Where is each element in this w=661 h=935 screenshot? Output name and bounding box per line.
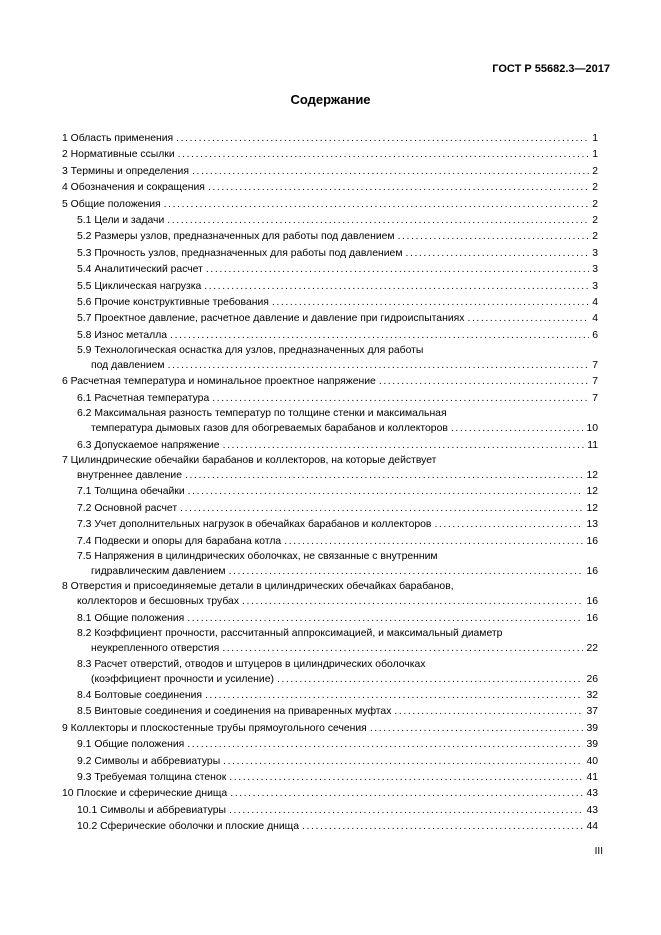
dot-leader xyxy=(167,213,589,229)
toc-entry-page: 40 xyxy=(586,755,598,767)
toc-entry-row xyxy=(62,295,598,311)
dot-leader xyxy=(394,704,583,720)
toc-entry-row xyxy=(62,358,598,374)
toc-entry-page: 43 xyxy=(586,804,598,816)
toc-entry-page: 7 xyxy=(592,392,598,404)
dot-leader xyxy=(187,737,583,753)
toc-entry-row xyxy=(62,819,598,835)
toc-entry[interactable] xyxy=(62,501,598,517)
toc-entry-page: 4 xyxy=(592,313,598,325)
dot-leader xyxy=(222,641,583,657)
toc-entry-label: гидравлическим давлением xyxy=(91,565,226,577)
dot-leader xyxy=(230,786,583,802)
dot-leader xyxy=(451,421,584,437)
toc-entry-row xyxy=(62,131,598,147)
dot-leader xyxy=(204,279,589,295)
dot-leader xyxy=(192,164,589,180)
toc-entry-label: 8 Отверстия и присоединяемые детали в цилиндрических обечайках барабанов, xyxy=(62,581,454,593)
toc-entry-label: 6.3 Допускаемое напряжение xyxy=(77,439,220,451)
dot-leader xyxy=(229,803,583,819)
toc-entry-page: 1 xyxy=(592,133,598,144)
toc-entry-page: 39 xyxy=(586,739,598,751)
dot-leader xyxy=(272,295,589,311)
toc-entry[interactable] xyxy=(62,374,598,390)
toc-entry[interactable] xyxy=(62,328,598,344)
toc-entry-label: 6.1 Расчетная температура xyxy=(77,392,210,404)
toc-entry-label: 9 Коллекторы и плоскостенные трубы прямоугольного сечения xyxy=(62,722,367,734)
toc-entry-label: неукрепленного отверстия xyxy=(91,643,220,655)
toc-entry-page: 16 xyxy=(586,596,598,608)
toc-entry-page: 12 xyxy=(586,470,598,482)
toc-entry-label: 5 Общие положения xyxy=(62,198,161,210)
dot-leader xyxy=(188,484,584,500)
toc-entry[interactable] xyxy=(62,246,598,262)
toc-entry[interactable] xyxy=(62,737,598,753)
dot-leader xyxy=(379,374,589,390)
toc-entry-label: температура дымовых газов для обогреваемых барабанов и коллекторов xyxy=(91,423,448,435)
toc-entry-row xyxy=(62,147,598,163)
toc-entry-page: 10 xyxy=(586,423,598,435)
toc-entry-label: 5.7 Проектное давление, расчетное давление и давление при гидроиспытаниях xyxy=(77,313,465,325)
toc-entry-row xyxy=(62,164,598,180)
toc-entry-label: 8.1 Общие положения xyxy=(77,612,185,624)
toc-entry-row xyxy=(62,311,598,327)
dot-leader xyxy=(242,594,583,610)
toc-entry-label: 6 Расчетная температура и номинальное проектное напряжение xyxy=(62,376,376,388)
toc-entry-label: под давлением xyxy=(91,360,165,372)
toc-entry-label: 9.3 Требуемая толщина стенок xyxy=(77,771,227,783)
toc-entry-label: 8.3 Расчет отверстий, отводов и штуцеров в цилиндрических оболочках xyxy=(77,658,426,670)
toc-entry-row xyxy=(62,641,598,657)
toc-entry-page: 7 xyxy=(592,360,598,372)
dot-leader xyxy=(168,358,590,374)
toc-entry[interactable] xyxy=(62,517,598,533)
toc-entry-row xyxy=(62,391,598,407)
toc-entry-page: 43 xyxy=(586,788,598,800)
toc-entry-row xyxy=(62,197,598,213)
toc-entry-page: 16 xyxy=(586,612,598,624)
dot-leader xyxy=(208,180,589,196)
toc-entry-label: 8.5 Винтовые соединения и соединения на приваренных муфтах xyxy=(77,706,392,718)
toc-entry-label: 2 Нормативные ссылки xyxy=(62,149,175,161)
toc-entry-row xyxy=(62,180,598,196)
toc-entry[interactable] xyxy=(62,819,598,835)
toc-entry-label: внутреннее давление xyxy=(77,470,182,482)
toc-entry-label: 7.1 Толщина обечайки xyxy=(77,486,185,498)
toc-entry-page: 13 xyxy=(586,519,598,531)
toc-entry-row xyxy=(62,468,598,484)
dot-leader xyxy=(370,721,584,737)
toc-entry[interactable] xyxy=(62,770,598,786)
toc-entry-label: 8.2 Коэффициент прочности, рассчитанный аппроксимацией, и максимальный диаметр xyxy=(77,628,503,640)
toc-entry-row xyxy=(62,438,598,454)
toc-entry-row xyxy=(62,611,598,627)
dot-leader xyxy=(178,147,590,163)
toc-entry-row xyxy=(62,672,598,688)
toc-entry-label: 5.3 Прочность узлов, предназначенных для работы под давлением xyxy=(77,247,403,259)
toc-entry-label: 7.2 Основной расчет xyxy=(77,502,178,514)
toc-entry-label: 7.4 Подвески и опоры для барабана котла xyxy=(77,535,282,547)
dot-leader xyxy=(398,229,590,245)
toc-entry[interactable] xyxy=(62,803,598,819)
toc-entry[interactable] xyxy=(62,147,598,163)
dot-leader xyxy=(212,391,589,407)
toc-entry[interactable] xyxy=(62,611,598,627)
dot-leader xyxy=(185,468,583,484)
toc-entry-row xyxy=(62,721,598,737)
toc-entry-page: 7 xyxy=(592,376,598,388)
toc-entry-row xyxy=(62,754,598,770)
toc-entry-page: 37 xyxy=(586,706,598,718)
toc-entry-page: 26 xyxy=(586,673,598,685)
toc-entry-row xyxy=(62,484,598,500)
toc-entry[interactable] xyxy=(62,197,598,213)
toc-entry-row xyxy=(62,517,598,533)
toc-entry-page: 4 xyxy=(592,296,598,308)
toc-entry-label: 7.5 Напряжения в цилиндрических оболочках, не связанные с внутренним xyxy=(77,550,438,562)
toc-entry-page: 2 xyxy=(592,231,598,243)
dot-leader xyxy=(302,819,583,835)
dot-leader xyxy=(229,564,584,580)
toc-entry-row xyxy=(62,737,598,753)
dot-leader xyxy=(164,197,590,213)
toc-entry[interactable] xyxy=(62,786,598,802)
toc-entry-label: 5.1 Цели и задачи xyxy=(77,214,165,226)
toc-entry-row xyxy=(62,704,598,720)
toc-entry[interactable] xyxy=(62,164,598,180)
dot-leader xyxy=(434,517,583,533)
toc-title: Содержание xyxy=(290,92,371,107)
toc-entry-page: 3 xyxy=(592,264,598,276)
toc-entry-page: 6 xyxy=(592,329,598,341)
toc-entry-page: 12 xyxy=(586,502,598,514)
dot-leader xyxy=(467,311,589,327)
toc-entry-label: (коэффициент прочности и усиление) xyxy=(91,673,274,685)
toc-entry-row xyxy=(62,279,598,295)
dot-leader xyxy=(405,246,589,262)
toc-entry-row xyxy=(62,786,598,802)
page-number-roman: III xyxy=(594,846,603,857)
toc-entry-row xyxy=(62,262,598,278)
toc-entry-label: 5.5 Циклическая нагрузка xyxy=(77,280,202,292)
toc-entry-label: 5.2 Размеры узлов, предназначенных для работы под давлением xyxy=(77,231,395,243)
toc-entry-row xyxy=(62,564,598,580)
toc-entry[interactable] xyxy=(62,311,598,327)
toc-entry-row xyxy=(62,328,598,344)
toc-entry-page: 3 xyxy=(592,280,598,292)
toc-entry-label: 8.4 Болтовые соединения xyxy=(77,689,203,701)
dot-leader xyxy=(277,672,583,688)
toc-entry-label: 10.2 Сферические оболочки и плоские днища xyxy=(77,821,300,833)
toc-entry-row xyxy=(62,803,598,819)
toc-entry[interactable] xyxy=(62,580,598,610)
dot-leader xyxy=(206,262,589,278)
toc-entry-label: 10.1 Символы и аббревиатуры xyxy=(77,804,226,816)
toc-entry[interactable] xyxy=(62,534,598,550)
toc-entry[interactable] xyxy=(62,704,598,720)
toc-entry-label: 9.1 Общие положения xyxy=(77,739,185,751)
toc-entry[interactable] xyxy=(62,658,598,688)
toc-entry-page: 11 xyxy=(587,439,598,451)
table-of-contents xyxy=(62,131,598,835)
toc-entry[interactable] xyxy=(62,131,598,147)
toc-entry[interactable] xyxy=(62,213,598,229)
toc-entry-page: 2 xyxy=(592,198,598,210)
toc-entry-row xyxy=(62,246,598,262)
toc-entry-label: 7.3 Учет дополнительных нагрузок в обечайках барабанов и коллекторов xyxy=(77,519,432,531)
dot-leader xyxy=(229,770,583,786)
toc-entry-page: 16 xyxy=(586,535,598,547)
toc-entry-page: 32 xyxy=(586,689,598,701)
toc-entry-row xyxy=(62,501,598,517)
dot-leader xyxy=(180,501,583,517)
toc-entry[interactable] xyxy=(62,295,598,311)
toc-entry-page: 41 xyxy=(586,771,598,783)
toc-entry-row xyxy=(62,229,598,245)
dot-leader xyxy=(284,534,583,550)
toc-entry[interactable] xyxy=(62,262,598,278)
dot-leader xyxy=(223,754,583,770)
toc-entry[interactable] xyxy=(62,229,598,245)
toc-entry-label: 6.2 Максимальная разность температур по толщине стенки и максимальная xyxy=(77,408,447,420)
toc-entry-page: 16 xyxy=(586,565,598,577)
toc-entry[interactable] xyxy=(62,454,598,484)
toc-entry[interactable] xyxy=(62,180,598,196)
dot-leader xyxy=(176,131,589,147)
toc-entry-page: 2 xyxy=(592,165,598,177)
dot-leader xyxy=(205,688,583,704)
toc-entry-page: 2 xyxy=(592,214,598,226)
dot-leader xyxy=(170,328,589,344)
toc-entry-label: коллекторов и бесшовных трубах xyxy=(77,596,240,608)
toc-entry-label: 5.9 Технологическая оснастка для узлов, предназначенных для работы xyxy=(77,345,424,357)
toc-entry-row xyxy=(62,213,598,229)
toc-entry-label: 3 Термины и определения xyxy=(62,165,189,177)
toc-entry-row xyxy=(62,770,598,786)
toc-entry-row xyxy=(62,534,598,550)
toc-entry-label: 9.2 Символы и аббревиатуры xyxy=(77,755,221,767)
toc-entry-page: 1 xyxy=(592,149,598,161)
dot-leader xyxy=(187,611,583,627)
toc-entry-label: 1 Область применения xyxy=(62,133,174,144)
toc-entry-page: 22 xyxy=(586,643,598,655)
toc-entry-row xyxy=(62,688,598,704)
toc-entry-row xyxy=(62,374,598,390)
toc-entry[interactable] xyxy=(62,344,598,374)
toc-entry-page: 2 xyxy=(592,182,598,194)
toc-entry-page: 44 xyxy=(586,821,598,833)
dot-leader xyxy=(223,438,585,454)
toc-entry-page: 12 xyxy=(586,486,598,498)
toc-entry-row xyxy=(62,594,598,610)
toc-entry[interactable] xyxy=(62,484,598,500)
toc-entry-label: 4 Обозначения и сокращения xyxy=(62,182,205,194)
toc-entry[interactable] xyxy=(62,754,598,770)
toc-entry[interactable] xyxy=(62,721,598,737)
toc-entry-label: 5.8 Износ металла xyxy=(77,329,168,341)
toc-entry[interactable] xyxy=(62,391,598,407)
toc-entry[interactable] xyxy=(62,627,598,657)
toc-entry-label: 7 Цилиндрические обечайки барабанов и коллекторов, на которые действует xyxy=(62,455,437,467)
toc-entry[interactable] xyxy=(62,407,598,437)
toc-entry[interactable] xyxy=(62,438,598,454)
toc-entry-label: 10 Плоские и сферические днища xyxy=(62,788,228,800)
toc-entry[interactable] xyxy=(62,279,598,295)
toc-entry-row xyxy=(62,421,598,437)
toc-entry-label: 5.4 Аналитический расчет xyxy=(77,264,203,276)
toc-entry-page: 3 xyxy=(592,247,598,259)
toc-entry[interactable] xyxy=(62,688,598,704)
toc-entry-label: 5.6 Прочие конструктивные требования xyxy=(77,296,269,308)
document-code: ГОСТ Р 55682.3—2017 xyxy=(492,63,610,75)
toc-entry[interactable] xyxy=(62,550,598,580)
toc-entry-page: 39 xyxy=(586,722,598,734)
